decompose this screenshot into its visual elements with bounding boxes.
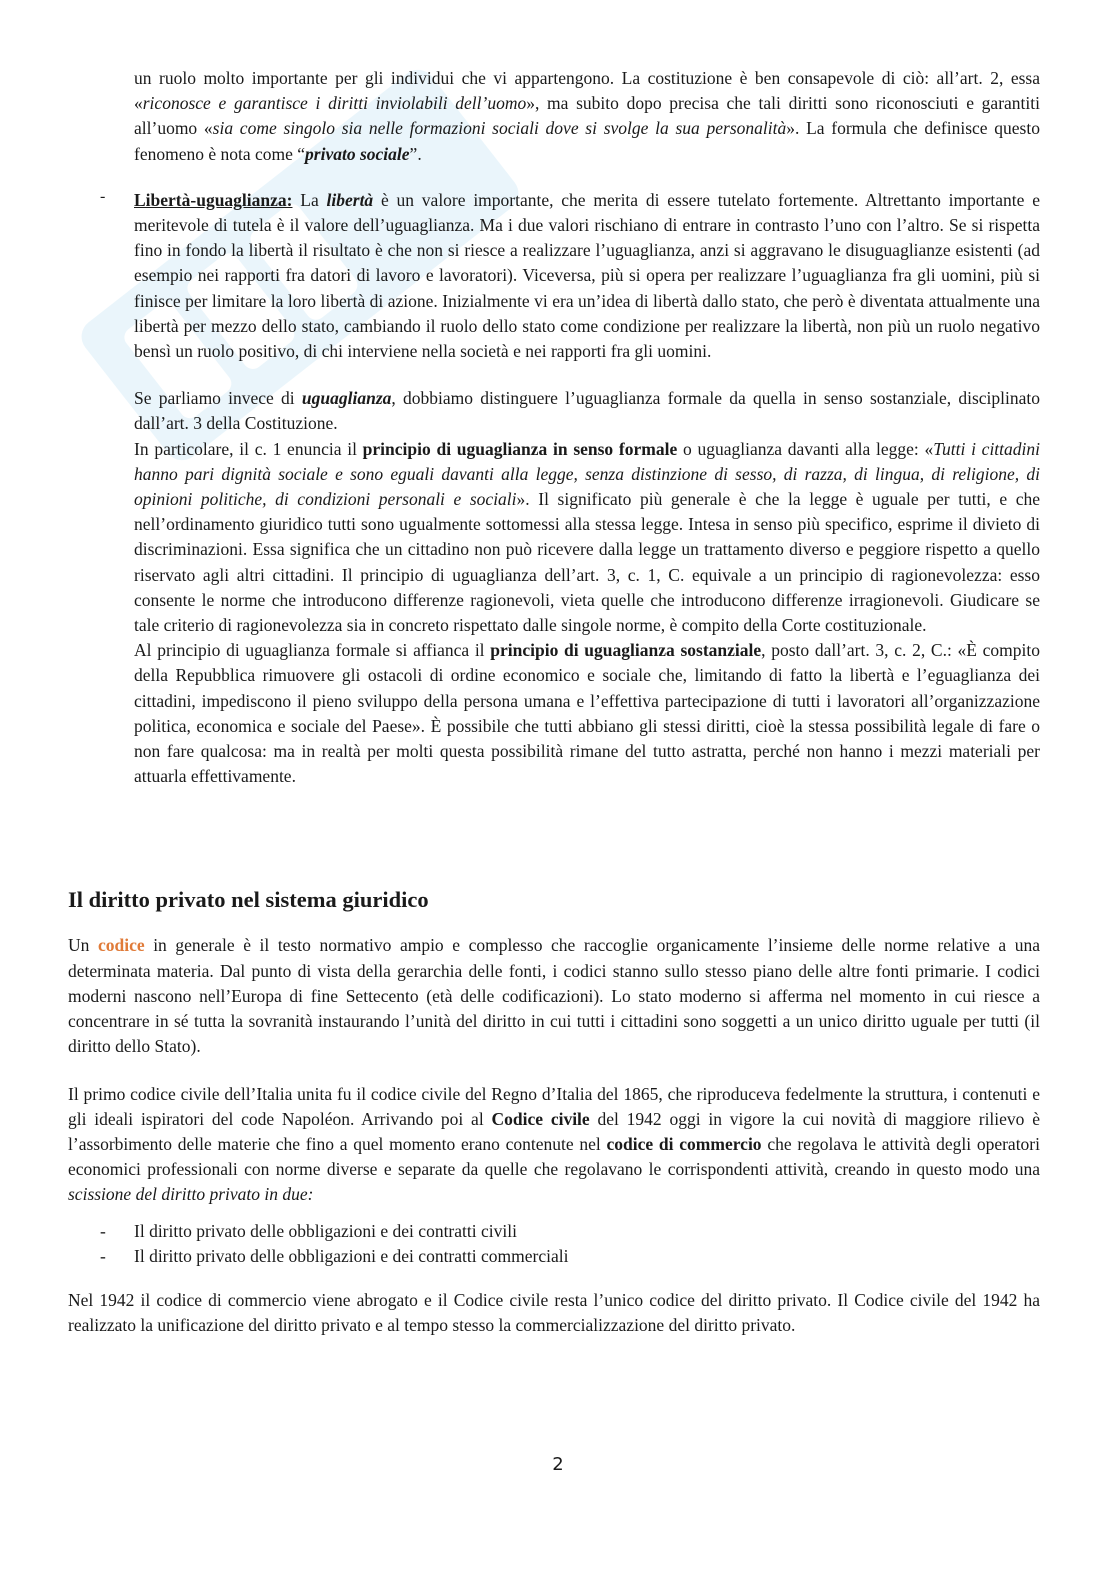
list-diritto-privato [68,1219,1040,1269]
page-number: 2 [552,1454,564,1475]
section-heading: Il diritto privato nel sistema giuridico [68,887,429,913]
term-codice: codice [97,935,145,956]
term-liberta-uguaglianza: Libertà-uguaglianza: [134,189,293,210]
paragraph-private-social: un ruolo molto importante per gli individui che vi appartengono. La costituzione è ben consapevole di ciò: all’art. 2, essa «riconosce e garantisce i diritti inviolabili dell’uomo», ma subito dopo precisa che tali diritti sono riconosciuti e garantiti all’uomo «sia come singolo sia nelle formazioni sociali dove si svolge la sua personalità». La formula che definisce questo fenomeno è nota come “privato sociale”. [134,68,1040,164]
bullet-dash: - [100,187,106,205]
paragraph-abrogazione: Nel 1942 il codice di commercio viene abrogato e il Codice civile resta l’unico codice del diritto privato. Il Codice civile del 1942 ha realizzato la unificazione del diritto privato e al tempo stesso la commercializzazione del diritto privato. [68,1289,1040,1336]
paragraph-uguaglianza-formale: In particolare, il c. 1 enuncia il principio di uguaglianza in senso formale o uguaglianza davanti alla legge: «Tutti i cittadini hanno pari dignità sociale e sono eguali davanti alla legge, senza distinzione di sesso, di razza, di lingua, di religione, di opinioni politiche, di condizioni personali e sociali». Il significato più generale è che la legge è uguale per tutti, e che nell’ordinamento giuridico tutti sono ugualmente sottomessi alla stessa legge. Intesa in senso più specifico, esprime il divieto di discriminazioni. Essa significa che un cittadino non può ricevere dalla legge un trattamento diverso e peggiore rispetto a quello riservato agli altri cittadini. Il principio di uguaglianza dell’art. 3, c. 1, C. equivale a un principio di ragionevolezza: esso consente le norme che introducono differenze ragionevoli, vieta quelle che introducono differenze irragionevoli. Giudicare se tale criterio di ragionevolezza sia in concreto rispettato dalle singole norme, è compito della Corte costituzionale. [134,438,1040,636]
paragraph-codice-civile: Il primo codice civile dell’Italia unita fu il codice civile del Regno d’Italia del 1865, che riproduceva fedelmente la struttura, i contenuti e gli ideali ispiratori del code Napoléon. Arrivando poi al Codice civile del 1942 oggi in vigore la cui novità di maggiore rilievo è l’assorbimento delle materie che fino a quel momento erano contenute nel codice di commercio che regolava le attività degli operatori economici professionali con norme diverse e separate da quelle che regolavano le corrispondenti attività, creando in questo modo una scissione del diritto privato in due: [68,1083,1040,1205]
list-item-liberta-uguaglianza: - Libertà-uguaglianza: La libertà è un valore importante, che merita di essere tutelato fortemente. Altrettanto importante e meritevole di tutela è il valore dell’uguaglianza. Ma i due valori rischiano di entrare in contrasto l’uno con l’altro. Se si rispetta fino in fondo la libertà il risultato è che non si riesce a realizzare l’uguaglianza, anzi si aggravano le disuguaglianze esistenti (ad esempio nei rapporti fra datori di lavoro e lavoratori). Viceversa, più si opera per realizzare l’uguaglianza fra gli uomini, più si finisce per limitare la loro libertà di azione. Inizialmente vi era un’idea di libertà dallo stato, che però è diventata attualmente una libertà per mezzo dello stato, cambiando il ruolo dello stato come condizione per realizzare la libertà, non più un ruolo negativo bensì un ruolo positivo, di chi interviene nella società e nei rapporti fra gli uomini. [100,187,1040,362]
paragraph-uguaglianza: Se parliamo invece di uguaglianza, dobbiamo distinguere l’uguaglianza formale da quella in senso sostanziale, disciplinato dall’art. 3 della Costituzione. [134,388,1040,434]
paragraph-uguaglianza-sostanziale: Al principio di uguaglianza formale si affianca il principio di uguaglianza sostanziale, posto dall’art. 3, c. 2, C.: «È compito della Repubblica rimuovere gli ostacoli di ordine economico e sociale che, limitando di fatto la libertà e l’eguaglianza dei cittadini, impediscono il pieno sviluppo della persona umana e l’effettiva partecipazione di tutti i lavoratori all’organizzazione politica, economica e sociale del Paese». È possibile che tutti abbiano gli stessi diritti, cioè la stessa possibilità legale di fare o non fare qualcosa: ma in realtà per molti questa possibilità rimane del tutto astratta, perché non hanno i mezzi materiali per attuarla effettivamente. [134,640,1041,787]
paragraph-codice: Un codice in generale è il testo normativo ampio e complesso che raccoglie organicamente l’insieme delle norme relative a una determinata materia. Dal punto di vista della gerarchia delle fonti, i codici stanno sullo stesso piano delle altre fonti primarie. I codici moderni nascono nell’Europa di fine Settecento (età delle codificazioni). Lo stato moderno si afferma nel momento in cui riesce a concentrare in sé tutta la sovranità instaurando l’unità del diritto in cui tutti i cittadini sono soggetti a un unico diritto uguale per tutti (il diritto dello Stato). [68,935,1040,1057]
list-item: - Il diritto privato delle obbligazioni e dei contratti civili [100,1220,517,1241]
document-page [68,66,1040,1338]
list-item: - Il diritto privato delle obbligazioni e dei contratti commerciali [100,1245,569,1266]
